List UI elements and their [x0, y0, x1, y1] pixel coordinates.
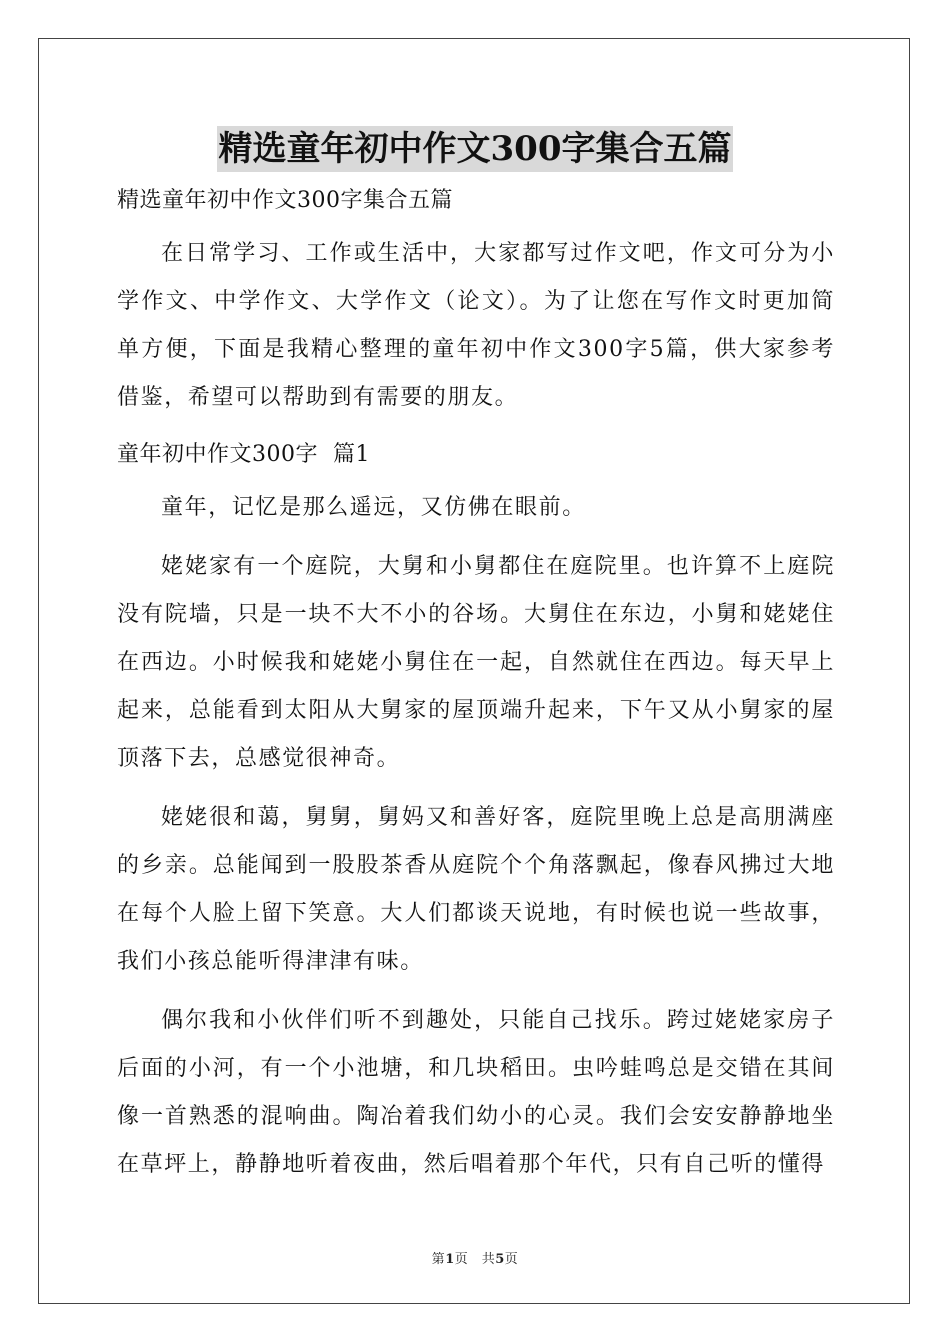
body-paragraph: 姥姥很和蔼，舅舅，舅妈又和善好客，庭院里晚上总是高朋满座的乡亲。总能闻到一股股茶香从庭院个个角落飘起，像春风拂过大地在每个人脸上留下笑意。大人们都谈天说地，有时候也说一些故事，我们小孩总能听得津津有味。 [117, 805, 835, 974]
title-container [0, 126, 950, 172]
document-title: 精选童年初中作文300字集合五篇 [217, 126, 734, 172]
page-footer [0, 1248, 950, 1267]
page-label-mid: 页 共 [454, 1252, 496, 1267]
document-body [117, 179, 835, 1200]
body-paragraph: 偶尔我和小伙伴们听不到趣处，只能自己找乐。跨过姥姥家房子后面的小河，有一个小池塘，和几块稻田。虫吟蛙鸣总是交错在其间像一首熟悉的混响曲。陶冶着我们幼小的心灵。我们会安安静静地坐在草坪上，静静地听着夜曲，然后唱着那个年代，只有自己听的懂得 [117, 1008, 835, 1177]
body-paragraph: 姥姥家有一个庭院，大舅和小舅都住在庭院里。也许算不上庭院没有院墙，只是一块不大不小的谷场。大舅住在东边，小舅和姥姥住在西边。小时候我和姥姥小舅住在一起，自然就住在西边。每天早上起来，总能看到太阳从大舅家的屋顶端升起来，下午又从小舅家的屋顶落下去，总感觉很神奇。 [117, 554, 835, 771]
current-page-number: 1 [445, 1252, 455, 1267]
total-page-count: 5 [495, 1252, 505, 1267]
intro-paragraph: 在日常学习、工作或生活中，大家都写过作文吧，作文可分为小学作文、中学作文、大学作文（论文）。为了让您在写作文时更加简单方便，下面是我精心整理的童年初中作文300字5篇，供大家参考借鉴，希望可以帮助到有需要的朋友。 [117, 241, 835, 410]
page-label-prefix: 第 [431, 1252, 446, 1267]
body-paragraph: 童年，记忆是那么遥远，又仿佛在眼前。 [161, 495, 586, 520]
section-heading: 童年初中作文300字 篇1 [117, 442, 370, 467]
page-label-suffix: 页 [504, 1252, 519, 1267]
document-subtitle: 精选童年初中作文300字集合五篇 [117, 188, 453, 213]
